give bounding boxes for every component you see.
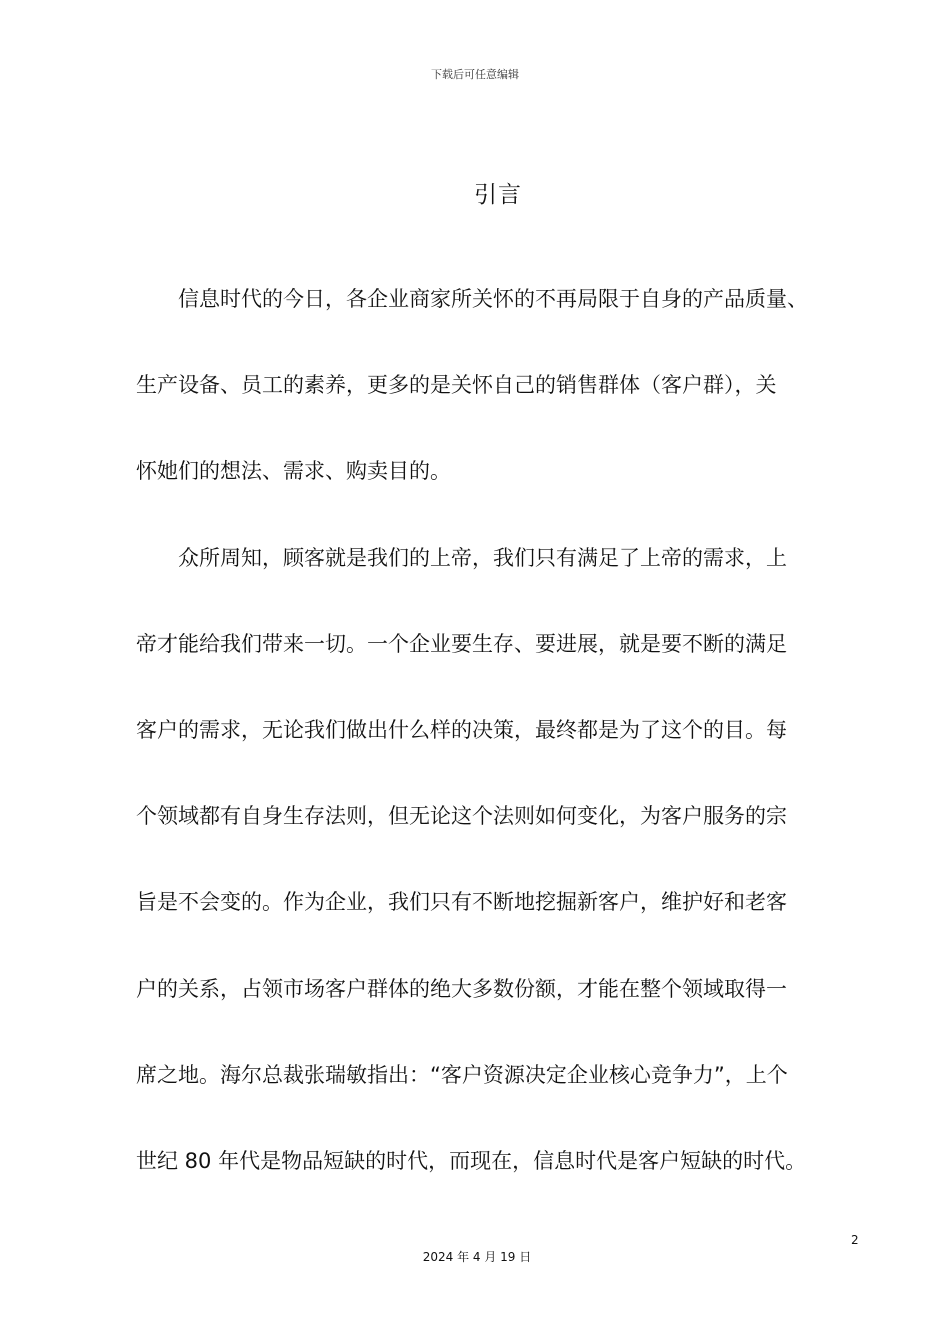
body-line: 信息时代的今日，各企业商家所关怀的不再局限于自身的产品质量、 <box>136 287 808 311</box>
document-title: 引言 <box>474 182 522 208</box>
document-body <box>136 279 866 1227</box>
body-line: 众所周知，顾客就是我们的上帝，我们只有满足了上帝的需求，上 <box>136 545 787 570</box>
body-line: 旨是不会变的。作为企业，我们只有不断地挖掘新客户，维护好和老客 <box>136 890 787 915</box>
body-line: 生产设备、员工的素养，更多的是关怀自己的销售群体（客户群），关 <box>136 373 777 398</box>
body-line: 怀她们的想法、需求、购卖目的。 <box>136 459 451 484</box>
body-line: 席之地。海尔总裁张瑞敏指出：“客户资源决定企业核心竞争力”，上个 <box>136 1062 788 1087</box>
page-number: 2 <box>851 1233 859 1247</box>
body-line: 个领域都有自身生存法则，但无论这个法则如何变化，为客户服务的宗 <box>136 804 787 829</box>
body-line: 客户的需求，无论我们做出什么样的决策，最终都是为了这个的目。每 <box>136 717 787 742</box>
body-line: 世纪 80 年代是物品短缺的时代，而现在，信息时代是客户短缺的时代。 <box>136 1148 807 1173</box>
body-line: 帝才能给我们带来一切。一个企业要生存、要进展，就是要不断的满足 <box>136 631 787 656</box>
body-line: 户的关系，占领市场客户群体的绝大多数份额，才能在整个领域取得一 <box>136 976 787 1001</box>
footer-date: 2024 年 4 月 19 日 <box>422 1250 532 1264</box>
page-header-note: 下载后可任意编辑 <box>431 68 519 81</box>
